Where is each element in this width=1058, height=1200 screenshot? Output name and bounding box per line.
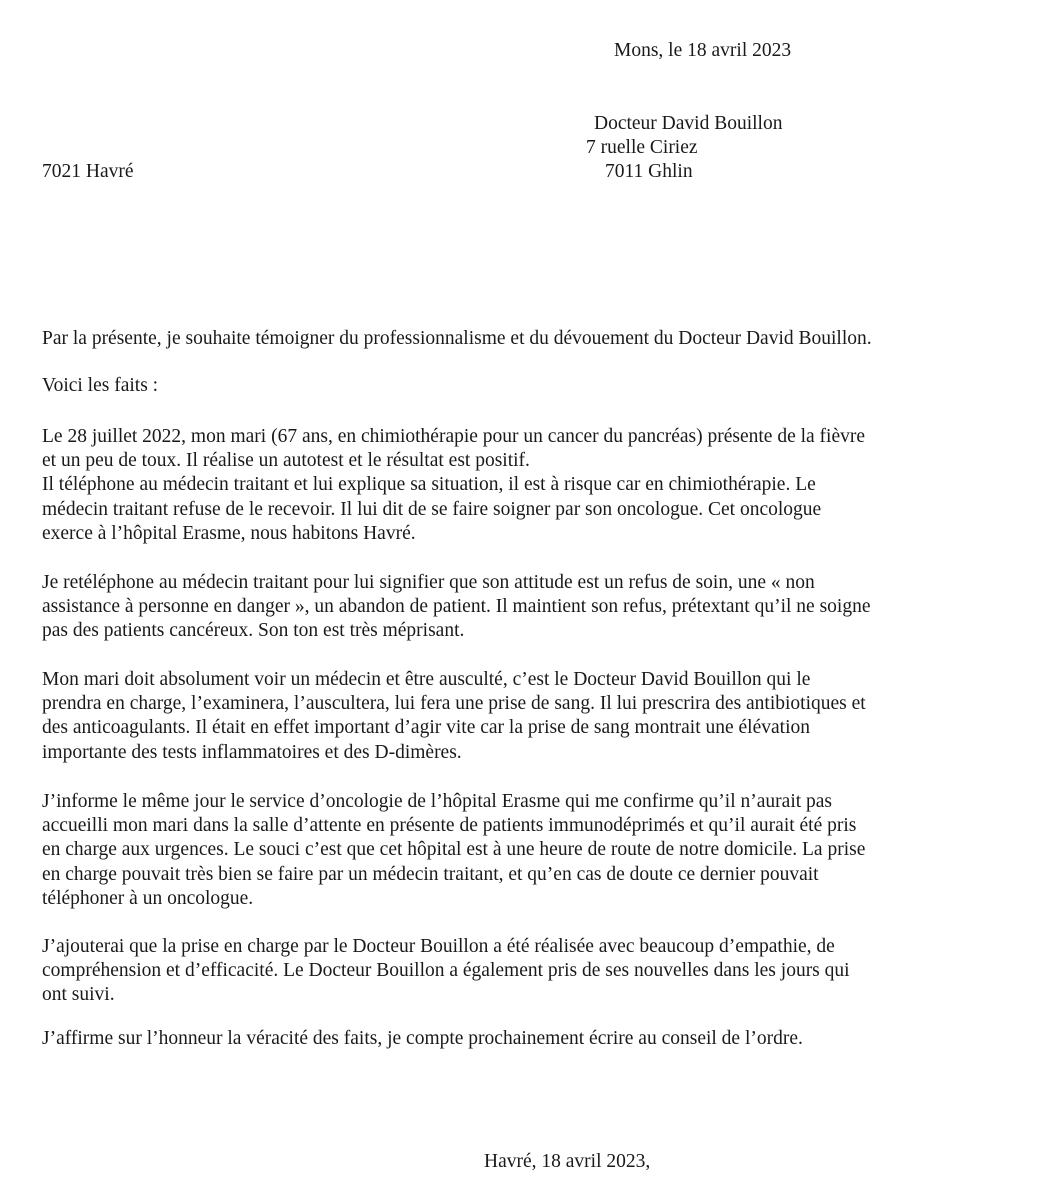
paragraph-line: J’affirme sur l’honneur la véracité des faits, je compte prochainement écrire au conseil de l’ordre. (42, 1028, 803, 1049)
recipient-name: Docteur David Bouillon (594, 113, 783, 134)
sender-city: 7021 Havré (42, 161, 134, 182)
paragraph-line: Il téléphone au médecin traitant et lui explique sa situation, il est à risque car en chimiothérapie. Le (42, 474, 816, 496)
paragraph-line: J’ajouterai que la prise en charge par le Docteur Bouillon a été réalisée avec beaucoup d’empathie, de (42, 936, 835, 957)
paragraph-line: Je retéléphone au médecin traitant pour lui signifier que son attitude est un refus de soin, une « non (42, 572, 815, 593)
paragraph-line: en charge pouvait très bien se faire par un médecin traitant, et qu’en cas de doute ce dernier pouvait (42, 863, 819, 885)
paragraph-2 (42, 571, 871, 644)
paragraph-line: J’informe le même jour le service d’oncologie de l’hôpital Erasme qui me confirme qu’il n’aurait pas (42, 791, 833, 812)
intro-line: Par la présente, je souhaite témoigner du professionnalisme et du dévouement du Docteur David Bouillon. (42, 328, 872, 349)
paragraph-line: prendra en charge, l’examinera, l’auscultera, lui fera une prise de sang. Il lui prescrira des antibiotiques et (42, 693, 866, 715)
paragraph-line: médecin traitant refuse de le recevoir. Il lui dit de se faire soigner par son oncologue. Cet oncologue (42, 498, 822, 520)
paragraph-line: importante des tests inflammatoires et des D-dimères. (42, 741, 462, 763)
paragraph-6 (42, 1027, 803, 1051)
paragraph-line: Mon mari doit absolument voir un médecin et être ausculté, c’est le Docteur David Bouillon qui le (42, 669, 811, 690)
paragraph-line: Le 28 juillet 2022, mon mari (67 ans, en chimiothérapie pour un cancer du pancréas) présente de la fièvre (42, 426, 866, 447)
recipient-city: 7011 Ghlin (605, 161, 693, 182)
signature-line: Havré, 18 avril 2023, (484, 1151, 651, 1172)
recipient-street: 7 ruelle Ciriez (586, 137, 698, 158)
facts-heading-line: Voici les faits : (42, 375, 159, 396)
intro-paragraph (42, 327, 872, 351)
paragraph-line: assistance à personne en danger », un abandon de patient. Il maintient son refus, prétextant qu’il ne soigne (42, 596, 871, 618)
paragraph-line: téléphoner à un oncologue. (42, 887, 254, 909)
date-line: Mons, le 18 avril 2023 (614, 40, 792, 61)
paragraph-line: compréhension et d’efficacité. Le Docteur Bouillon a également pris de ses nouvelles dans les jours qui (42, 960, 850, 982)
paragraph-5 (42, 935, 850, 1008)
paragraph-3 (42, 668, 866, 765)
paragraph-line: pas des patients cancéreux. Son ton est très méprisant. (42, 620, 465, 642)
paragraph-4 (42, 790, 865, 911)
paragraph-line: ont suivi. (42, 984, 115, 1006)
paragraph-1 (42, 425, 865, 546)
paragraph-line: accueilli mon mari dans la salle d’attente en présente de patients immunodéprimés et qu’il aurait été pris (42, 815, 857, 837)
paragraph-line: des anticoagulants. Il était en effet important d’agir vite car la prise de sang montrait une élévation (42, 717, 810, 739)
paragraph-line: exerce à l’hôpital Erasme, nous habitons Havré. (42, 522, 416, 544)
facts-heading (42, 374, 158, 398)
paragraph-line: en charge aux urgences. Le souci c’est que cet hôpital est à une heure de route de notre domicile. La prise (42, 839, 866, 861)
paragraph-line: et un peu de toux. Il réalise un autotest et le résultat est positif. (42, 450, 530, 472)
